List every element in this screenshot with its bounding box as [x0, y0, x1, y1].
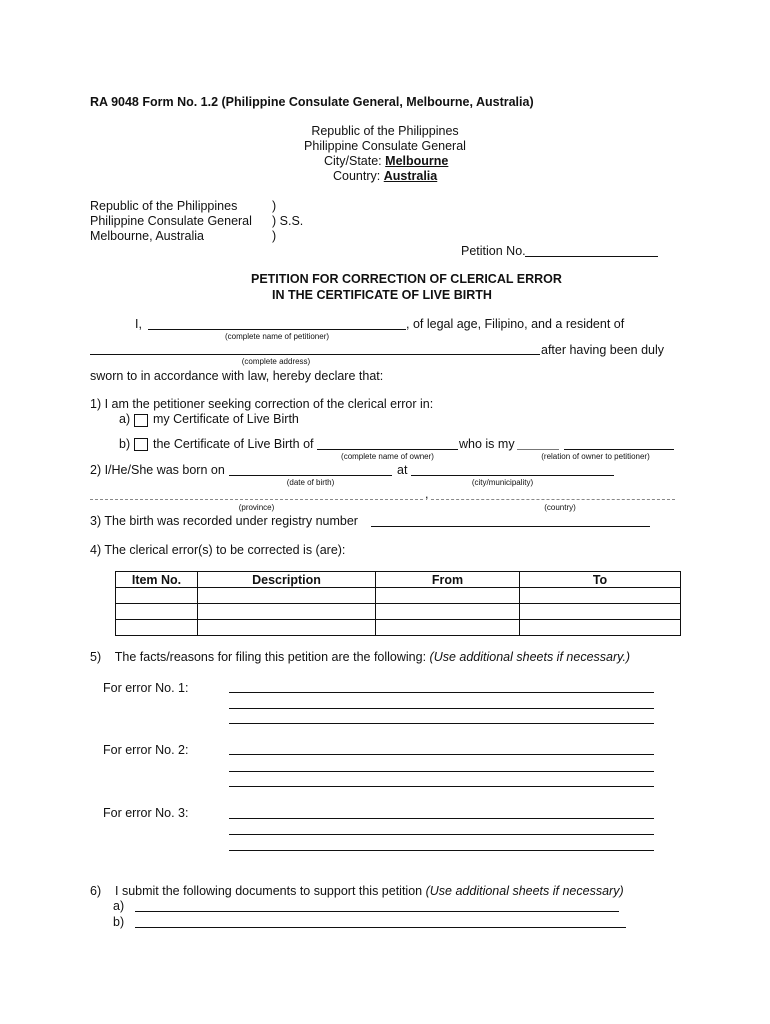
error3-line2[interactable] — [229, 834, 654, 835]
country-label: Country: — [333, 169, 381, 183]
error2-line1[interactable] — [229, 754, 654, 755]
table-row — [116, 588, 681, 604]
item1-b-label: b) — [119, 437, 131, 451]
intro-sworn: sworn to in accordance with law, hereby declare that: — [90, 369, 384, 383]
form-title: RA 9048 Form No. 1.2 (Philippine Consulate General, Melbourne, Australia) — [90, 95, 534, 109]
province-field[interactable] — [90, 499, 423, 500]
column-description: Description — [198, 572, 376, 588]
city-caption: (city/municipality) — [471, 478, 534, 487]
item1-a-label: a) — [119, 412, 131, 426]
table-cell[interactable] — [376, 604, 520, 620]
header-republic: Republic of the Philippines — [311, 124, 459, 138]
header-country — [333, 169, 437, 183]
dob-caption: (date of birth) — [286, 478, 335, 487]
petitioner-name-field[interactable] — [148, 329, 406, 330]
header-consulate: Philippine Consulate General — [304, 139, 466, 153]
item1-text: 1) I am the petitioner seeking correction of the clerical error in: — [90, 397, 434, 411]
relation-caption: (relation of owner to petitioner) — [541, 452, 650, 461]
table-cell[interactable] — [520, 604, 681, 620]
table-cell[interactable] — [116, 620, 198, 636]
item4-text: 4) The clerical error(s) to be corrected is (are): — [90, 543, 346, 557]
item2-at: at — [397, 463, 408, 477]
table-cell[interactable] — [116, 588, 198, 604]
document-a-field[interactable] — [135, 911, 619, 912]
intro-legal-age: , of legal age, Filipino, and a resident of — [406, 317, 625, 331]
registry-number-field[interactable] — [371, 526, 650, 527]
item5-italic-note: (Use additional sheets if necessary.) — [429, 650, 631, 664]
table-cell[interactable] — [198, 588, 376, 604]
errors-table-header — [116, 572, 681, 588]
error1-line2[interactable] — [229, 708, 654, 709]
error2-line3[interactable] — [229, 786, 654, 787]
venue-ss: ) S.S. — [272, 214, 304, 228]
petition-no-field[interactable] — [525, 256, 658, 257]
table-row — [116, 620, 681, 636]
item6-italic-note: (Use additional sheets if necessary) — [425, 884, 624, 898]
relation-field-a[interactable] — [517, 449, 559, 450]
error3-line1[interactable] — [229, 818, 654, 819]
city-label: City/State: — [324, 154, 382, 168]
error3-line3[interactable] — [229, 850, 654, 851]
item1-a-checkbox[interactable] — [134, 414, 148, 427]
petition-no-label: Petition No. — [461, 244, 526, 258]
province-comma: , — [425, 487, 429, 501]
table-cell[interactable] — [198, 620, 376, 636]
venue-line3: Melbourne, Australia — [90, 229, 204, 243]
error1-line3[interactable] — [229, 723, 654, 724]
petitioner-name-caption: (complete name of petitioner) — [224, 332, 330, 341]
column-to: To — [520, 572, 681, 588]
error1-label: For error No. 1: — [103, 681, 189, 695]
dob-field[interactable] — [229, 475, 392, 476]
item6-text — [90, 884, 624, 898]
item5-prefix: 5) The facts/reasons for filing this petition are the following: — [90, 650, 430, 664]
table-cell[interactable] — [198, 604, 376, 620]
table-cell[interactable] — [376, 620, 520, 636]
owner-caption: (complete name of owner) — [341, 452, 434, 461]
error1-line1[interactable] — [229, 692, 654, 693]
address-caption: (complete address) — [241, 357, 311, 366]
item3-text: 3) The birth was recorded under registry number — [90, 514, 358, 528]
item1-b-checkbox[interactable] — [134, 438, 148, 451]
intro-duly: after having been duly — [541, 343, 665, 357]
table-row — [116, 604, 681, 620]
relation-field[interactable] — [564, 449, 674, 450]
column-from: From — [376, 572, 520, 588]
item6-prefix: 6) I submit the following documents to support this petition — [90, 884, 426, 898]
header-city — [324, 154, 448, 168]
item1-who-is-my: who is my — [459, 437, 515, 451]
province-caption: (province) — [238, 503, 275, 512]
address-field[interactable] — [90, 354, 462, 355]
table-cell[interactable] — [376, 588, 520, 604]
city-value: Melbourne — [385, 154, 449, 168]
table-cell[interactable] — [520, 620, 681, 636]
petition-title-line1: PETITION FOR CORRECTION OF CLERICAL ERROR — [251, 272, 562, 286]
city-field[interactable] — [411, 475, 614, 476]
document-b-field[interactable] — [135, 927, 626, 928]
venue-line2: Philippine Consulate General — [90, 214, 252, 228]
item5-text — [90, 650, 630, 664]
venue-line1: Republic of the Philippines — [90, 199, 238, 213]
country-value: Australia — [383, 169, 438, 183]
errors-table — [115, 571, 681, 636]
country-field[interactable] — [431, 499, 675, 500]
column-item-no: Item No. — [116, 572, 198, 588]
table-cell[interactable] — [116, 604, 198, 620]
owner-name-field[interactable] — [317, 449, 458, 450]
petition-title-line2: IN THE CERTIFICATE OF LIVE BIRTH — [272, 288, 492, 302]
table-cell[interactable] — [520, 588, 681, 604]
venue-paren1: ) — [272, 199, 277, 213]
venue-paren3: ) — [272, 229, 277, 243]
intro-i: I, — [135, 317, 142, 331]
error2-label: For error No. 2: — [103, 743, 189, 757]
error2-line2[interactable] — [229, 771, 654, 772]
error3-label: For error No. 3: — [103, 806, 189, 820]
address-field-ext[interactable] — [462, 354, 540, 355]
item6-b-label: b) — [113, 915, 125, 929]
item1-b-text: the Certificate of Live Birth of — [153, 437, 314, 451]
item1-a-text: my Certificate of Live Birth — [153, 412, 299, 426]
item6-a-label: a) — [113, 899, 125, 913]
item2-text: 2) I/He/She was born on — [90, 463, 225, 477]
country-caption: (country) — [544, 503, 576, 512]
